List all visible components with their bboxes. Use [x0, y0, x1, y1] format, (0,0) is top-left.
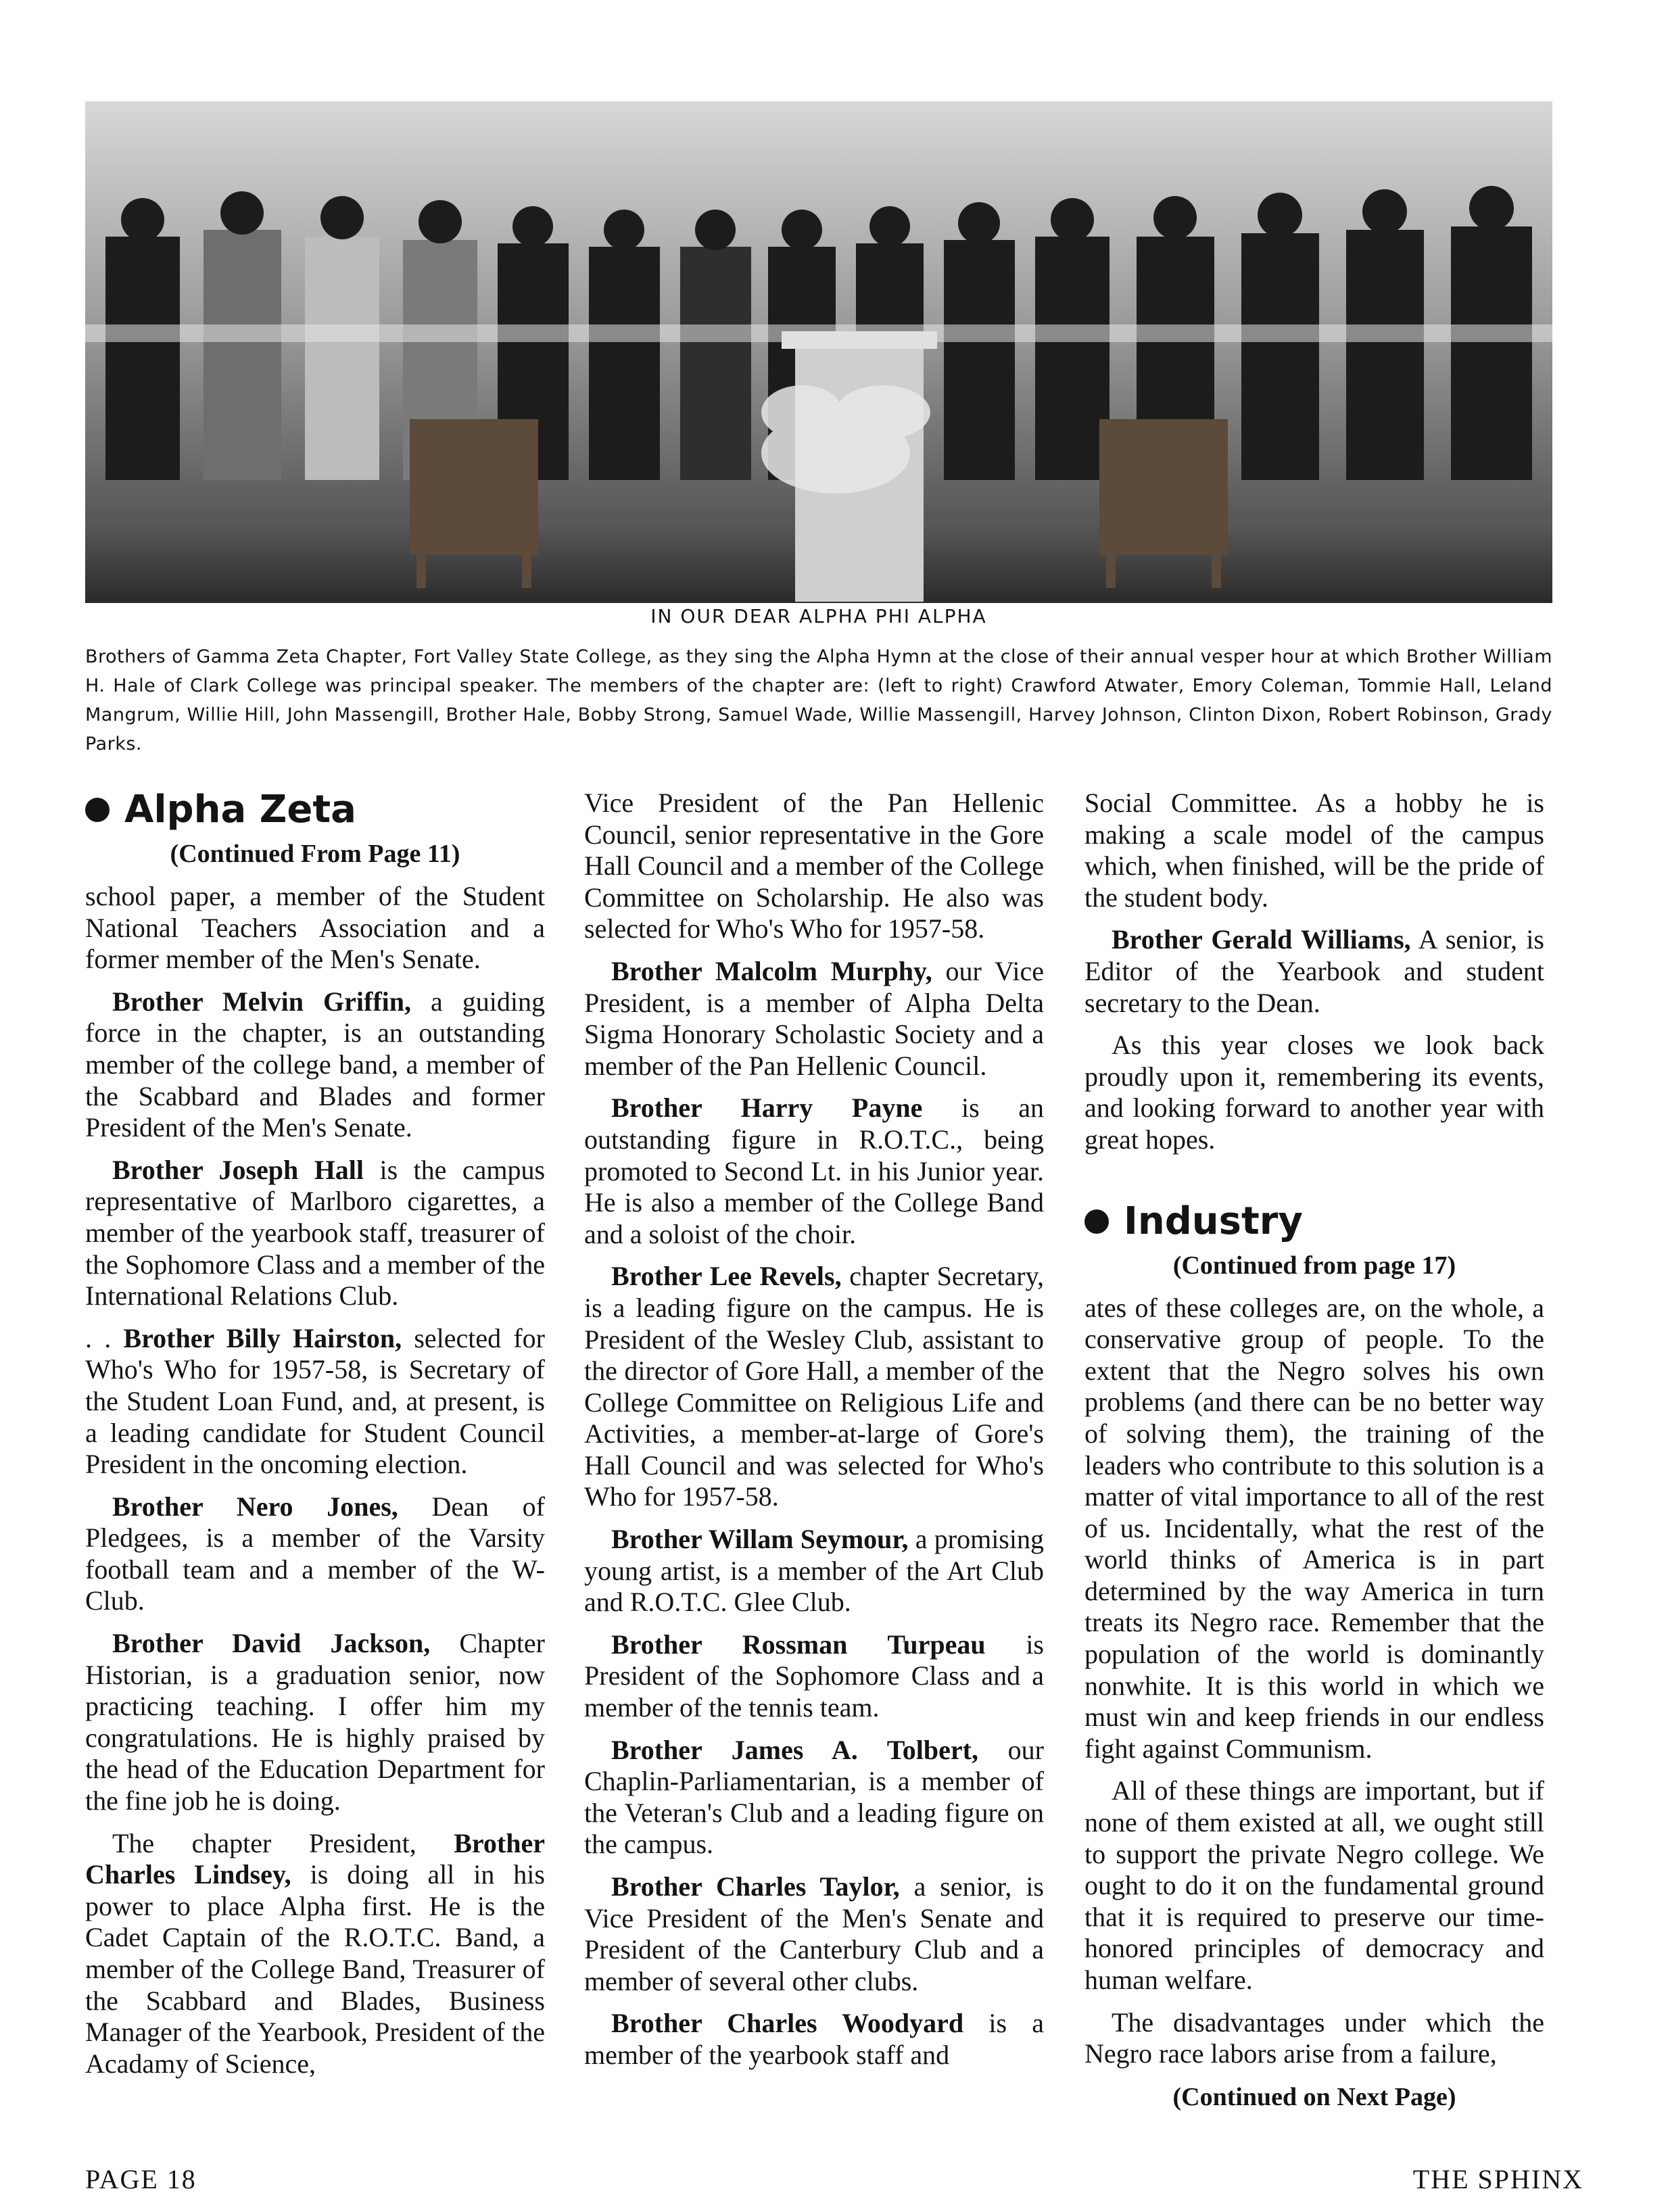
brother-name: Brother David Jackson,: [112, 1628, 431, 1659]
brother-name: Brother Rossman Turpeau: [611, 1629, 986, 1660]
paragraph: [584, 1871, 1044, 1997]
paragraph: Social Committee. As a hobby he is making a scale model of the campus which, when finished, will be the pride of the student body.: [1084, 788, 1544, 913]
paragraph-text: Dean of Pledgees, is a member of the Varsity football team and a member of the W-Club.: [85, 1491, 545, 1616]
column-2: [584, 788, 1044, 2082]
industry-heading-text: Industry: [1124, 1199, 1303, 1243]
paragraph: [85, 986, 545, 1144]
paragraph-text: is the campus representative of Marlboro cigarettes, a member of the yearbook staff, treasurer of the Sophomore Class and a member of the International Relations Club.: [85, 1154, 546, 1312]
bullet-icon: [1084, 1209, 1109, 1234]
brother-name: Brother Charles Lindsey,: [85, 1827, 545, 1890]
brother-name: Brother Joseph Hall: [112, 1154, 364, 1185]
paragraph: school paper, a member of the Student National Teachers Association and a former member of the Men's Senate.: [85, 881, 545, 975]
paragraph-text: chapter Secretary, is a leading figure on the campus. He is President of the Wesley Club, assistant to the director of Gore Hall, a member of the College Committee on Religious Life and Activities, a member-at-large of Gore's Hall Council and was selected for Who's Who for 1957-58.: [584, 1261, 1044, 1512]
paragraph: [584, 1092, 1044, 1250]
page-number: PAGE 18: [85, 2164, 197, 2194]
brother-name: Brother Gerald Williams,: [1112, 924, 1411, 955]
continued-note: (Continued From Page 11): [170, 840, 460, 868]
paragraph: The disadvantages under which the Negro race labors arise from a failure,: [1084, 2006, 1544, 2069]
paragraph-text: Chapter Historian, is a graduation senior, now practicing teaching. I offer him my congratulations. He is highly praised by the head of the Education Department for the fine job he is doing.: [85, 1628, 546, 1817]
brother-name: Brother James A. Tolbert,: [611, 1734, 978, 1765]
brother-name: Brother Lee Revels,: [611, 1261, 842, 1292]
paragraph: ates of these colleges are, on the whole, a conservative group of people. To the extent that the Negro solves his own problems (and there can be no better way of solving them), the training of the leaders who contribute to this solution is a matter of vital importance to all of the rest of us. Incidentally, what the rest of the world thinks of America is in part determined by the way America in turn treats its Negro race. Remember that the population of the world is dominantly nonwhite. It is this world in which we must win and keep friends in our endless fight against Communism.: [1084, 1292, 1544, 1764]
brother-name: Brother Billy Hairston,: [123, 1322, 402, 1353]
brother-name: Brother Charles Taylor,: [611, 1871, 900, 1902]
brother-name: Brother Harry Payne: [611, 1092, 923, 1124]
paragraph: [584, 956, 1044, 1082]
paragraph-text: The chapter President,: [112, 1827, 454, 1858]
paragraph: [85, 1628, 545, 1817]
paragraph: [85, 1828, 545, 2080]
paragraph-text: is an outstanding figure in R.O.T.C., being promoted to Second Lt. in his Junior year. He is also a member of the College Band and a soloist of the choir.: [584, 1092, 1044, 1249]
paragraph-prefix: . .: [85, 1322, 124, 1353]
publication-name: THE SPHINX: [1412, 2164, 1583, 2194]
photo-caption-title: IN OUR DEAR ALPHA PHI ALPHA: [650, 605, 987, 627]
paragraph: Vice President of the Pan Hellenic Council, senior representative in the Gore Hall Council and a member of the College Committee on Scholarship. He also was selected for Who's Who for 1957-58.: [584, 788, 1044, 944]
paragraph-text: A senior, is Editor of the Yearbook and student secretary to the Dean.: [1084, 924, 1544, 1018]
continued-note: (Continued from page 17): [1172, 1251, 1456, 1280]
paragraph: [85, 1155, 545, 1312]
paragraph-text: a guiding force in the chapter, is an outstanding member of the college band, a member of the Scabbard and Blades and former President of the Men's Senate.: [85, 986, 545, 1143]
paragraph-text: is President of the Sophomore Class and a member of the tennis team.: [584, 1629, 1044, 1723]
paragraph-text: a senior, is Vice President of the Men's Senate and President of the Canterbury Club and a member of several other clubs.: [584, 1871, 1044, 1996]
group-photo: [85, 101, 1552, 603]
alpha-zeta-heading-text: Alpha Zeta: [124, 788, 356, 832]
paragraph: [85, 1323, 545, 1481]
paragraph-text: is a member of the yearbook staff and: [584, 2008, 1045, 2070]
paragraph: [1084, 924, 1544, 1019]
photo-caption-body: Brothers of Gamma Zeta Chapter, Fort Valley State College, as they sing the Alpha Hymn at the close of their annual vesper hour at which Brother William H. Hale of Clark College was principal speaker. The members of the chapter are: (left to right) Crawford Atwater, Emory Coleman, Tommie Hall, Leland Mangrum, Willie Hill, John Massengill, Brother Hale, Bobby Strong, Samuel Wade, Willie Massengill, Harvey Johnson, Clinton Dixon, Robert Robinson, Grady Parks.: [85, 646, 1552, 754]
paragraph-text: is doing all in his power to place Alpha first. He is the Cadet Captain of the R.O.T.C. Band, a member of the College Band, Treasurer of the Scabbard and Blades, Business Manager of the Yearbook, President of the Acadamy of Science,: [85, 1859, 545, 2079]
paragraph: [584, 1629, 1044, 1724]
bullet-icon: [85, 798, 110, 822]
brother-name: Brother Melvin Griffin,: [112, 986, 412, 1017]
photo-illustration: [85, 101, 1552, 603]
continued-next-note: (Continued on Next Page): [1172, 2082, 1456, 2111]
brother-name: Brother Nero Jones,: [112, 1491, 398, 1522]
paragraph-text: our Vice President, is a member of Alpha Delta Sigma Honorary Scholastic Society and a member of the Pan Hellenic Council.: [584, 955, 1045, 1081]
paragraph-text: a promising young artist, is a member of the Art Club and R.O.T.C. Glee Club.: [584, 1524, 1044, 1618]
paragraph: [85, 1491, 545, 1617]
paragraph: All of these things are important, but if none of them existed at all, we ought still to support the private Negro college. We ought to do it on the fundamental ground that it is required to preserve our time-honored principles of democracy and human welfare.: [1084, 1775, 1544, 1995]
paragraph: [584, 1735, 1044, 1860]
paragraph-text: our Chaplin-Parliamentarian, is a member of the Veteran's Club and a leading figure on the campus.: [584, 1734, 1044, 1860]
paragraph: As this year closes we look back proudly upon it, remembering its events, and looking forward to another year with great hopes.: [1084, 1030, 1544, 1155]
column-3: [1084, 788, 1544, 2124]
brother-name: Brother Willam Seymour,: [611, 1524, 909, 1555]
alpha-zeta-heading: [85, 788, 545, 832]
column-1: [85, 788, 545, 2090]
brother-name: Brother Malcolm Murphy,: [611, 955, 932, 986]
paragraph: [584, 1524, 1044, 1618]
industry-heading: [1084, 1199, 1544, 1244]
paragraph: [584, 2008, 1044, 2071]
paragraph-text: selected for Who's Who for 1957-58, is Secretary of the Student Loan Fund, and, at present, is a leading candidate for Student Council President in the oncoming election.: [85, 1322, 546, 1480]
paragraph: [584, 1261, 1044, 1513]
brother-name: Brother Charles Woodyard: [611, 2008, 964, 2039]
